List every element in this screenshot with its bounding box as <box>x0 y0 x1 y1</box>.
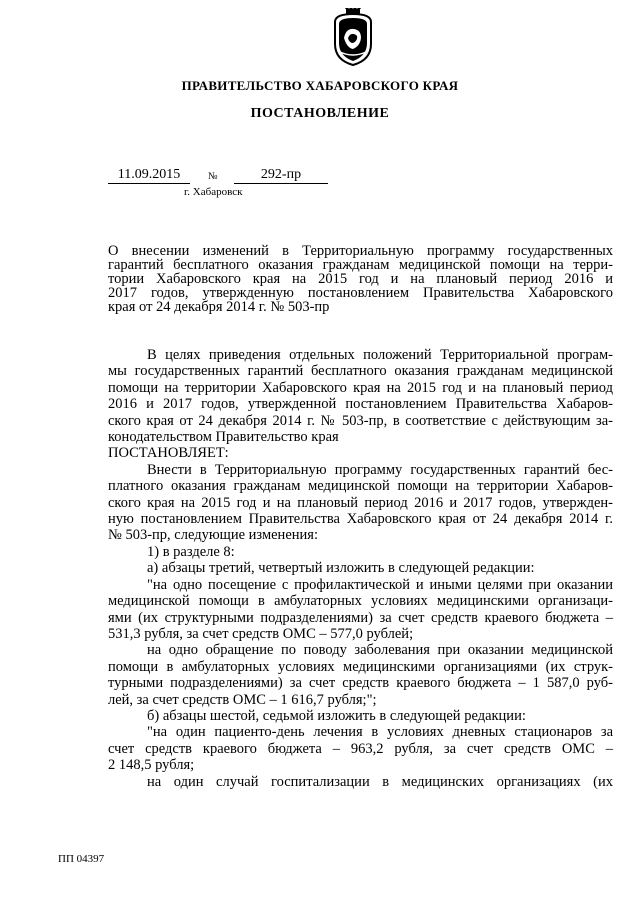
subject-line: гарантий бесплатного оказания гражданам медицинской помощи на терри- <box>108 257 613 273</box>
body-line: "на один пациенто-день лечения в условиях дневных стационаров за <box>147 724 613 741</box>
number-sign: № <box>208 171 218 182</box>
body-line: мы государственных гарантий бесплатного оказания гражданам медицинской <box>108 363 613 380</box>
body-line: помощи в амбулаторных условиях медицинскими организациями (их струк- <box>108 658 613 675</box>
body-line: платного оказания гражданам медицинской помощи на территории Хабаров- <box>108 478 613 495</box>
body-line: 2 148,5 рубля; <box>108 757 195 774</box>
body-line: ского края от 24 декабря 2014 г. № 503-пр, в соответствие с действующим за- <box>108 412 613 429</box>
coat-of-arms-icon <box>328 8 378 68</box>
subject-line: 2017 годов, утвержденную постановлением Правительства Хабаровского <box>108 285 613 301</box>
body-line: "на одно посещение с профилактической и иными целями при оказании <box>147 576 613 593</box>
body-line: Внести в Территориальную программу государственных гарантий бес- <box>147 461 613 478</box>
document-type: ПОСТАНОВЛЕНИЕ <box>250 106 390 121</box>
body-line: ями (их структурными подразделениями) за счет средств краевого бюджета – <box>108 609 613 626</box>
body-line: медицинской помощи в амбулаторных условиях медицинскими организаци- <box>108 593 613 610</box>
subject-line: края от 24 декабря 2014 г. № 503-пр <box>108 299 330 315</box>
body-line: конодательством Правительство края <box>108 429 339 446</box>
body-line: 2016 и 2017 годов, утвержденной постановлением Правительства Хабаров- <box>108 396 613 413</box>
body-line: 531,3 рубля, за счет средств ОМС – 577,0 рублей; <box>108 625 414 642</box>
body-line: 1) в разделе 8: <box>147 543 235 560</box>
government-name: ПРАВИТЕЛЬСТВО ХАБАРОВСКОГО КРАЯ <box>181 78 459 93</box>
decree-body <box>108 347 613 790</box>
document-code: ПП 04397 <box>58 853 105 865</box>
body-line: помощи на территории Хабаровского края на 2015 год и на плановый период <box>108 379 613 396</box>
body-line: ПОСТАНОВЛЯЕТ: <box>108 445 229 462</box>
body-line: ского края на 2015 год и на плановый период 2016 и 2017 годов, утвержден- <box>108 494 613 511</box>
body-line: турными подразделениями) за счет средств краевого бюджета – 1 587,0 руб- <box>108 675 613 692</box>
body-line: В целях приведения отдельных положений Территориальной програм- <box>147 347 613 363</box>
subject-line: О внесении изменений в Территориальную программу государственных <box>108 243 613 259</box>
body-line: счет средств краевого бюджета – 963,2 рубля, за счет средств ОМС – <box>108 740 613 757</box>
body-line: б) абзацы шестой, седьмой изложить в следующей редакции: <box>147 707 526 724</box>
body-line: ную постановлением Правительства Хабаровского края от 24 декабря 2014 г. <box>108 511 613 528</box>
city: г. Хабаровск <box>184 186 243 198</box>
decree-date: 11.09.2015 <box>108 167 190 184</box>
subject-line: тории Хабаровского края на 2015 год и на плановый период 2016 и <box>108 271 613 287</box>
body-line: лей, за счет средств ОМС – 1 616,7 рубля;"; <box>108 691 377 708</box>
body-line: на один случай госпитализации в медицинских организациях (их <box>147 773 613 790</box>
body-line: а) абзацы третий, четвертый изложить в следующей редакции: <box>147 560 535 577</box>
decree-number: 292-пр <box>234 167 328 184</box>
decree-subject <box>108 244 613 314</box>
body-line: на одно обращение по поводу заболевания при оказании медицинской <box>147 642 613 659</box>
body-line: № 503-пр, следующие изменения: <box>108 527 318 544</box>
